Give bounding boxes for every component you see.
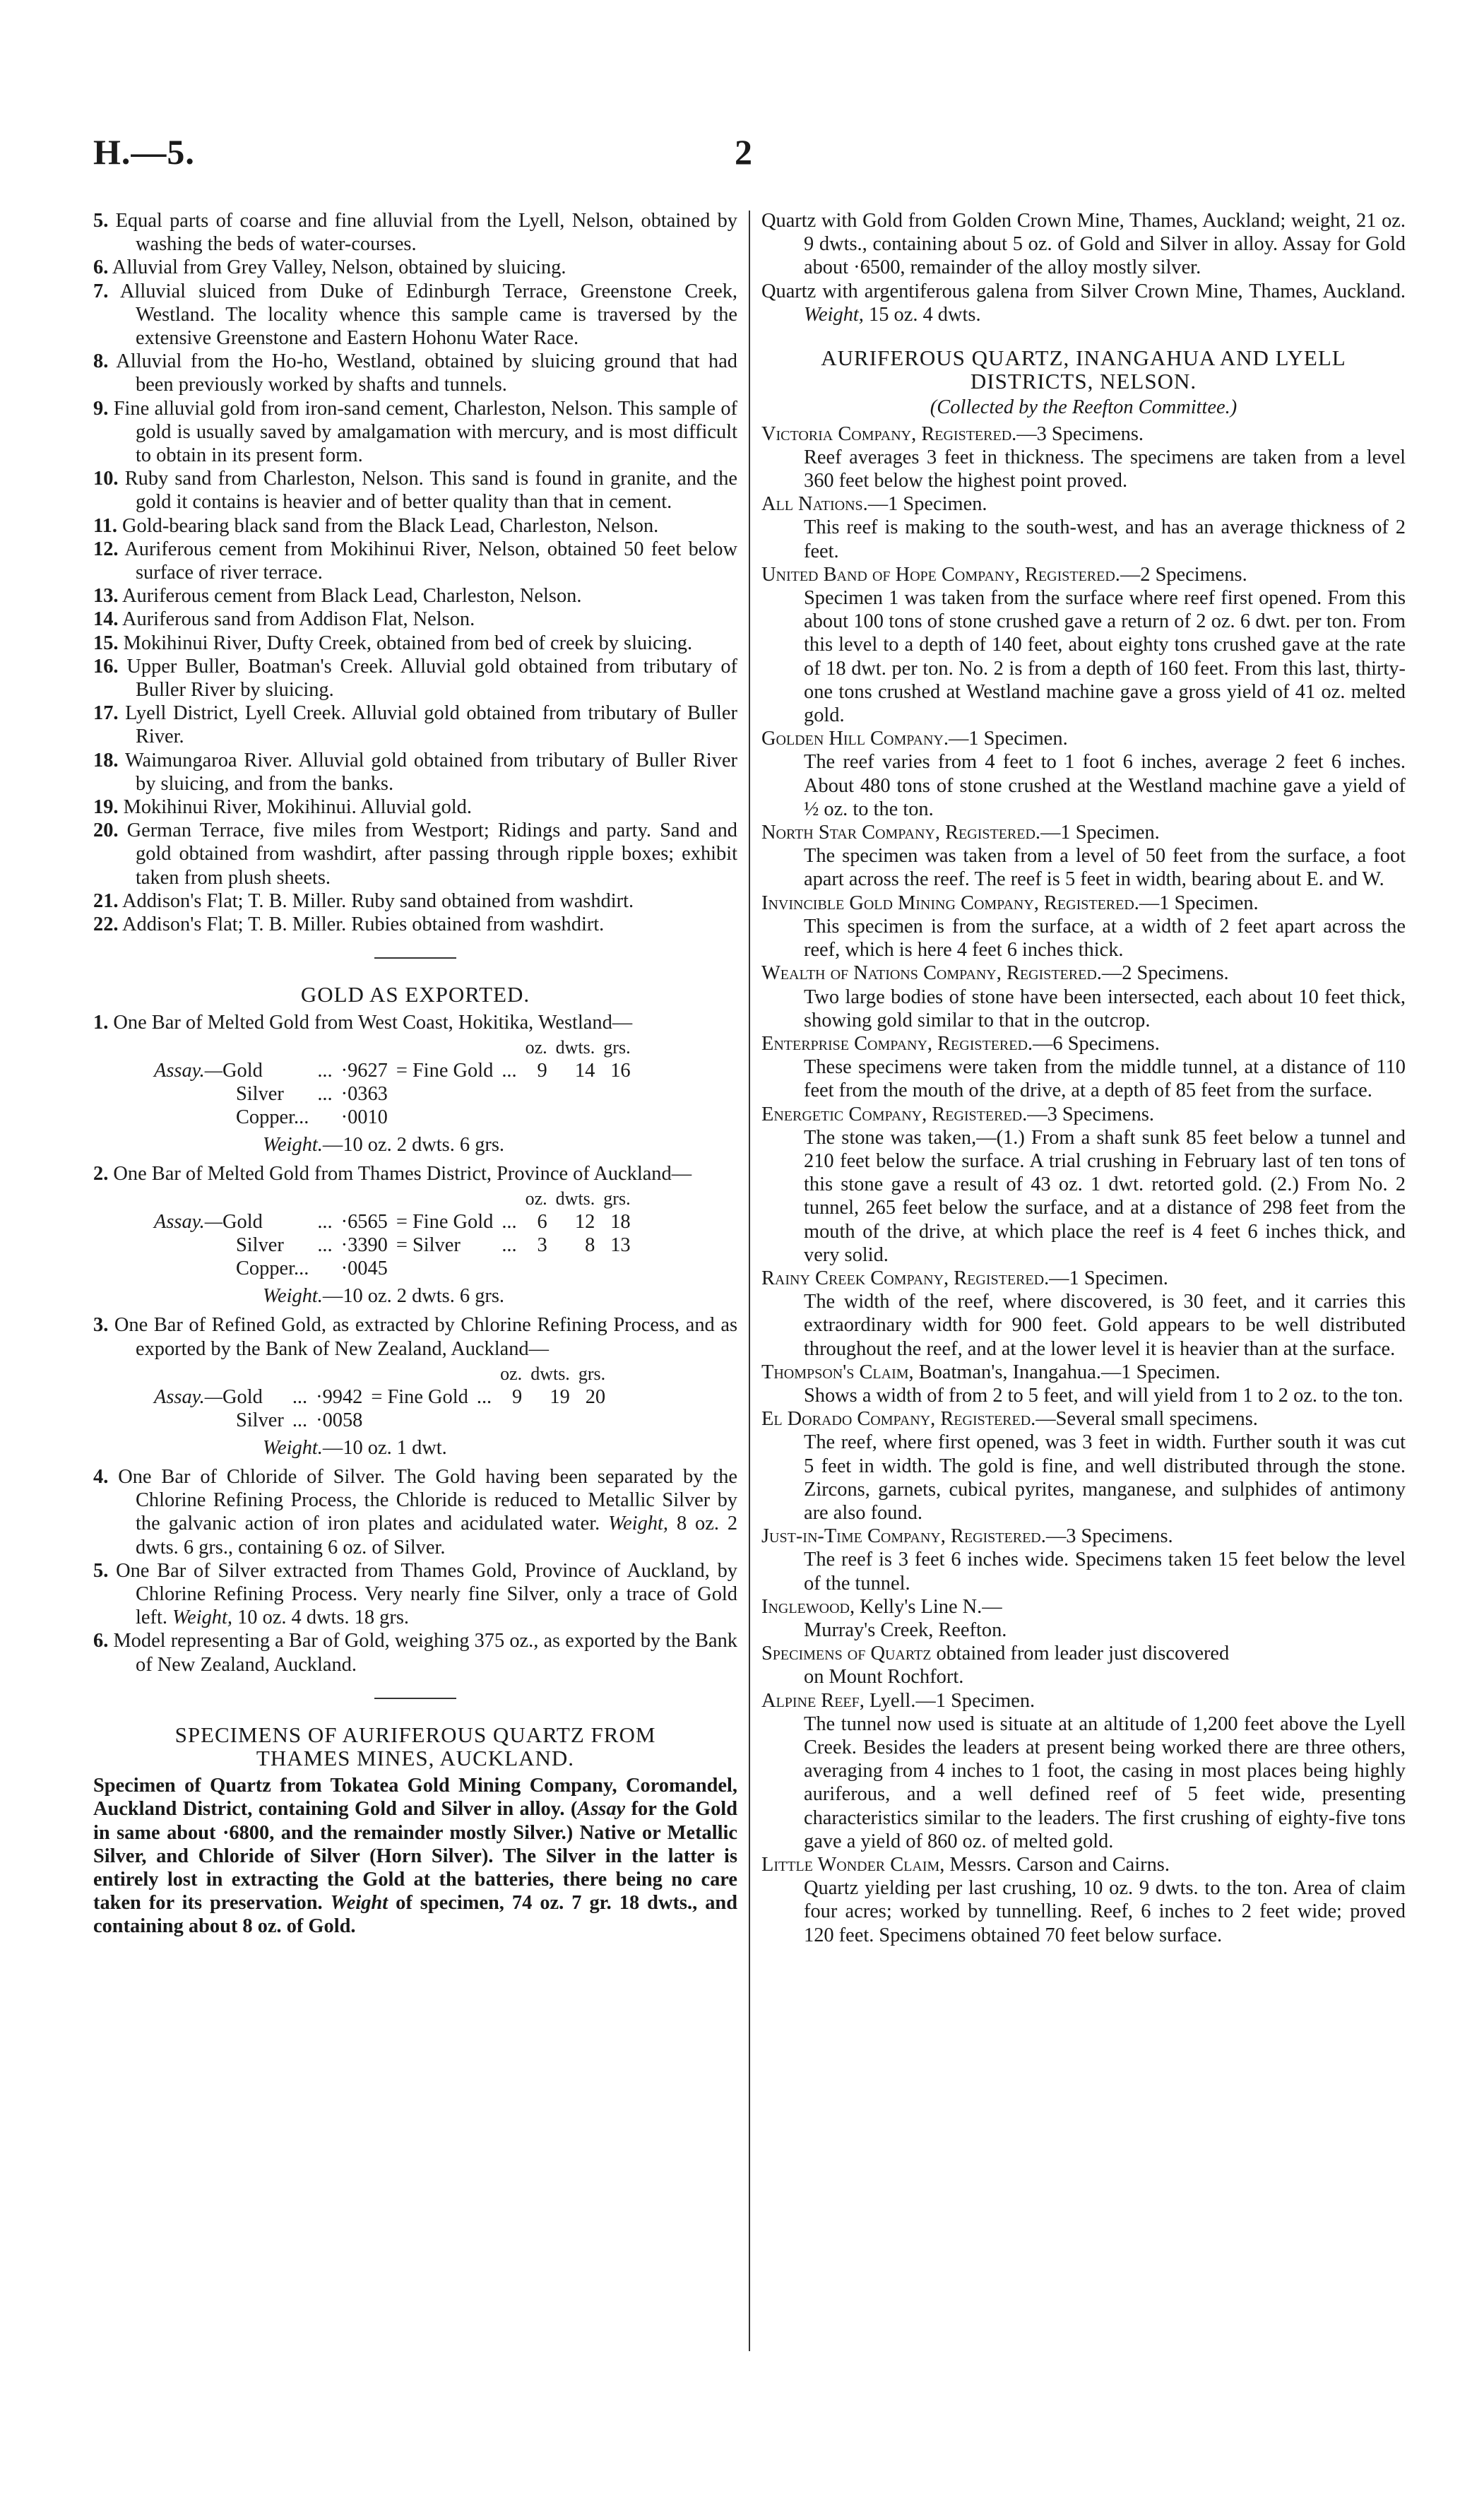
dots	[313, 1106, 336, 1129]
assay-label	[150, 1059, 313, 1082]
item-text: Auriferous sand from Addison Flat, Nelson.	[122, 608, 475, 631]
item-number: 20.	[93, 820, 119, 842]
item-text: One Bar of Melted Gold from Thames District, Province of Auckland—	[113, 1162, 692, 1185]
assay-label-italic: Assay.—	[154, 1211, 223, 1234]
assay-row	[150, 1234, 635, 1257]
list-item	[93, 608, 737, 631]
assay-table	[150, 1187, 635, 1280]
specimen-count: —1 Specimen.	[1139, 892, 1259, 914]
item-number: 8.	[93, 350, 109, 373]
thames-heading-2: THAMES MINES, AUCKLAND.	[256, 1745, 575, 1770]
assay-value: ·0045	[340, 1258, 388, 1280]
assay-label: Silver	[236, 1082, 284, 1105]
company-description: These specimens were taken from the middle tunnel, at a distance of 110 feet from the mouth of the drive, at a depth of 85 feet from the surface.	[804, 1056, 1406, 1102]
company-name: Wealth of Nations Company, Registered.	[761, 962, 1102, 985]
grs-value	[599, 1082, 634, 1106]
dwts-value: 8	[585, 1234, 595, 1257]
assay-label	[150, 1385, 288, 1409]
item-text: Alluvial from Grey Valley, Nelson, obtained by sluicing.	[112, 256, 566, 279]
unit-dwts: dwts.	[530, 1363, 570, 1384]
assay-units-row	[150, 1036, 635, 1059]
item-number: 5.	[93, 210, 109, 232]
list-item	[93, 749, 737, 795]
company-name: North Star Company, Registered.	[761, 822, 1041, 844]
unit-grs: grs.	[578, 1363, 606, 1384]
assay-equivalent	[392, 1082, 497, 1106]
spacer-cell	[497, 1036, 521, 1059]
company-description: The width of the reef, where discovered, is 30 feet, and it carries this extraordinary width for 900 feet. Gold appears to be well distributed throughout the reef, and at the lower level it is heavier than at the surface.	[804, 1291, 1406, 1360]
list-item	[93, 889, 737, 913]
right-column	[761, 209, 1406, 1947]
list-item	[93, 538, 737, 584]
specimen-count: —1 Specimen.	[1049, 1267, 1168, 1289]
weight-label: Weight.	[263, 1436, 323, 1459]
spacer-cell	[311, 1362, 367, 1385]
item-number: 7.	[93, 280, 109, 302]
weight-value: —10 oz. 2 dwts. 6 grs.	[322, 1285, 505, 1308]
tokatea-specimen-text: Specimen of Quartz from Tokatea Gold Mining Company, Coromandel, Auckland District, containing Gold and Silver in alloy. (Assay for the Gold in same about ·6800, and the remainder mostly Silver.) Native or Metallic Silver, and Chloride of Silver (Horn Silver). The Silver in the latter is entirely lost in extracting the Gold at the batteries, there being no care taken for its preservation. Weight of specimen, 74 oz. 7 gr. 18 dwts., and containing about 8 oz. of Gold.	[93, 1775, 737, 1938]
spacer-cell	[337, 1036, 392, 1059]
dots	[497, 1106, 521, 1129]
company-entry-heading	[761, 1267, 1406, 1290]
oz-value	[496, 1409, 526, 1432]
list-item	[93, 584, 737, 608]
company-entry-heading	[761, 1103, 1406, 1126]
bar-item-6: 6. Model representing a Bar of Gold, weighing 375 oz., as exported by the Bank of New Zealand, Auckland.	[93, 1630, 737, 1676]
section-divider	[374, 957, 456, 959]
company-entry-heading	[761, 1525, 1406, 1548]
grs-value	[599, 1257, 634, 1280]
assay-label: Silver	[236, 1234, 284, 1257]
specimen-count: —3 Specimens.	[1045, 1525, 1173, 1548]
weight-label: Weight.	[263, 1133, 323, 1156]
item-text: German Terrace, five miles from Westport; Ridings and party. Sand and gold obtained from washdirt, after passing through ripple boxes; exhibit taken from plush sheets.	[126, 820, 737, 889]
assay-row	[150, 1257, 635, 1280]
specimen-count: —2 Specimens.	[1120, 563, 1247, 586]
item-text: Mokihinui River, Dufty Creek, obtained from bed of creek by sluicing.	[123, 632, 693, 654]
item-number: 19.	[93, 796, 119, 819]
assay-label-metal: Gold	[222, 1385, 263, 1408]
bar-item	[93, 1011, 737, 1034]
spacer-cell	[150, 1362, 288, 1385]
item-text: Fine alluvial gold from iron-sand cement, Charleston, Nelson. This sample of gold is usually saved by amalgamation with mercury, and is most difficult to obtain in its present form.	[113, 397, 737, 467]
assay-value: ·0058	[316, 1409, 363, 1431]
assay-equivalent	[392, 1106, 497, 1129]
item-text: Auriferous cement from Black Lead, Charleston, Nelson.	[122, 585, 582, 608]
assay-table	[150, 1362, 610, 1432]
bar-item-5: 5. One Bar of Silver extracted from Thames Gold, Province of Auckland, by Chlorine Refining Process. Very nearly fine Silver, only a trace of Gold left. Weight, 10 oz. 4 dwts. 18 grs.	[93, 1559, 737, 1629]
company-entry-heading	[761, 962, 1406, 985]
spacer-cell	[313, 1036, 336, 1059]
assay-label: Copper...	[236, 1258, 309, 1280]
specimen-count: —6 Specimens.	[1033, 1032, 1160, 1055]
item-text: One Bar of Refined Gold, as extracted by Chlorine Refining Process, and as exported by the Bank of New Zealand, Auckland—	[114, 1314, 737, 1360]
assay-row	[150, 1210, 635, 1234]
company-entry-heading	[761, 821, 1406, 844]
company-entry-heading	[761, 492, 1406, 516]
dots: ...	[317, 1059, 333, 1082]
dots: ...	[501, 1211, 517, 1234]
dots	[497, 1082, 521, 1106]
page-number: 2	[735, 132, 753, 172]
assay-equivalent: = Silver	[396, 1234, 461, 1257]
grs-value	[574, 1409, 610, 1432]
assay-equivalent: = Fine Gold	[371, 1385, 468, 1408]
item-text: One Bar of Melted Gold from West Coast, Hokitika, Westland—	[113, 1011, 633, 1034]
specimen-count: —2 Specimens.	[1101, 962, 1229, 985]
list-item	[93, 209, 737, 256]
unit-oz: oz.	[525, 1188, 547, 1209]
item-number: 6.	[93, 256, 109, 279]
company-entry-heading	[761, 1595, 1406, 1619]
item-number: 17.	[93, 702, 119, 725]
specimen-count: —3 Specimens.	[1016, 422, 1144, 445]
item-number: 14.	[93, 608, 119, 631]
company-entry-heading	[761, 727, 1406, 750]
bar-weight	[93, 1436, 737, 1460]
spacer-cell	[150, 1187, 313, 1210]
dwts-value	[552, 1082, 600, 1106]
grs-value	[599, 1106, 634, 1129]
dots: ...	[476, 1385, 492, 1408]
alluvial-list	[93, 209, 737, 936]
spacer-cell	[392, 1036, 497, 1059]
company-name: Rainy Creek Company, Registered.	[761, 1267, 1050, 1289]
weight-label: Weight.	[263, 1285, 323, 1308]
specimen-count: —1 Specimen.	[1040, 822, 1160, 844]
assay-label: Silver	[236, 1409, 284, 1431]
item-text: Ruby sand from Charleston, Nelson. This sand is found in granite, and the gold it contains is heavier and of better quality than that in cement.	[124, 468, 737, 514]
list-item	[93, 702, 737, 748]
spacer-cell	[288, 1362, 311, 1385]
oz-value: 9	[511, 1385, 523, 1408]
grs-value: 18	[610, 1211, 631, 1234]
assay-label: Copper...	[236, 1106, 309, 1128]
company-description: on Mount Rochfort.	[804, 1666, 964, 1688]
reefton-committee-note: (Collected by the Reefton Committee.)	[930, 396, 1238, 419]
oz-value: 6	[537, 1211, 547, 1234]
assay-value: ·0363	[340, 1082, 388, 1105]
bar-weight	[93, 1284, 737, 1308]
item-number: 2.	[93, 1162, 109, 1185]
unit-dwts: dwts.	[555, 1036, 595, 1058]
assay-row	[150, 1082, 635, 1106]
unit-grs: grs.	[603, 1036, 631, 1058]
assay-value: ·9627	[340, 1059, 388, 1082]
spacer-cell	[313, 1187, 336, 1210]
spacer-cell	[367, 1362, 472, 1385]
assay-units-row	[150, 1187, 635, 1210]
company-description: Shows a width of from 2 to 5 feet, and will yield from 1 to 2 oz. to the ton.	[804, 1384, 1403, 1407]
company-description: Two large bodies of stone have been intersected, each about 10 feet thick, showing gold similar to that in the outcrop.	[804, 986, 1406, 1031]
bar-item	[93, 1313, 737, 1360]
assay-equivalent: = Fine Gold	[396, 1059, 494, 1082]
assay-label-metal: Gold	[222, 1211, 263, 1234]
spacer-cell	[473, 1362, 496, 1385]
silver-crown-specimen: Quartz with argentiferous galena from Silver Crown Mine, Thames, Auckland. Weight, 15 oz. 4 dwts.	[761, 280, 1406, 326]
list-item	[93, 397, 737, 468]
company-description: Specimen 1 was taken from the surface where reef first opened. From this about 100 tons of stone crushed gave a return of 2 oz. 6 dwt. per ton. From this level to a depth of 140 feet, about eighty tons crushed gave at the rate of 18 dwt. per ton. No. 2 is from a depth of 160 feet. From this last, thirty-one tons crushed at Westland machine gave a gross yield of 41 oz. melted gold.	[804, 587, 1406, 727]
company-entry-heading	[761, 563, 1406, 586]
dwts-value: 14	[574, 1059, 595, 1082]
item-number: 21.	[93, 889, 119, 912]
company-name: United Band of Hope Company, Registered.	[761, 563, 1120, 586]
weight-value: —10 oz. 1 dwt.	[322, 1436, 447, 1459]
company-name: Energetic Company, Registered.	[761, 1103, 1028, 1125]
company-entry-heading	[761, 892, 1406, 915]
assay-label	[150, 1210, 313, 1234]
item-number: 22.	[93, 913, 119, 936]
item-text: Upper Buller, Boatman's Creek. Alluvial gold obtained from tributary of Buller River by sluicing.	[126, 655, 738, 702]
company-name: El Dorado Company, Registered.	[761, 1408, 1036, 1431]
dots	[313, 1257, 336, 1280]
specimen-count: Lyell.—1 Specimen.	[864, 1689, 1035, 1712]
dots: ...	[501, 1234, 517, 1257]
assay-equivalent	[367, 1409, 472, 1432]
inangahua-heading-1: AURIFEROUS QUARTZ, INANGAHUA AND LYELL	[821, 345, 1346, 371]
assay-value: ·6565	[340, 1211, 388, 1234]
company-name: All Nations.	[761, 493, 868, 516]
dots: ...	[317, 1211, 333, 1234]
grs-value: 16	[610, 1059, 631, 1082]
assay-label-italic: Assay.—	[154, 1385, 223, 1408]
item-text: Mokihinui River, Mokihinui. Alluvial gold.	[123, 796, 472, 819]
list-item	[93, 467, 737, 514]
item-text: Gold-bearing black sand from the Black Lead, Charleston, Nelson.	[122, 514, 659, 537]
company-description: The tunnel now used is situate at an altitude of 1,200 feet above the Lyell Creek. Besides the leaders at present being worked there are three others, averaging from 4 inches to 1 foot, the casing in most places being highly auriferous, and a well defined reef of 5 feet wide, presenting characteristics similar to the leaders. The first crushing of eighty-five tons gave a yield of 860 oz. of melted gold.	[804, 1712, 1406, 1852]
company-name: Inglewood,	[761, 1595, 855, 1618]
company-name: Specimens of Quartz	[761, 1643, 932, 1665]
specimen-count: —3 Specimens.	[1027, 1103, 1154, 1125]
assay-value: ·9942	[316, 1385, 363, 1408]
oz-value	[521, 1106, 552, 1129]
unit-oz: oz.	[500, 1363, 523, 1384]
oz-value: 9	[537, 1059, 547, 1082]
dots: ...	[317, 1082, 333, 1105]
oz-value	[521, 1082, 552, 1106]
item-text: Addison's Flat; T. B. Miller. Rubies obtained from washdirt.	[122, 913, 605, 936]
list-item	[93, 913, 737, 936]
assay-units-row	[150, 1362, 610, 1385]
unit-dwts: dwts.	[555, 1188, 595, 1209]
company-name: Just-in-Time Company, Registered.	[761, 1525, 1046, 1548]
item-number: 16.	[93, 655, 119, 678]
weight-value: —10 oz. 2 dwts. 6 grs.	[322, 1133, 505, 1156]
assay-label-metal: Gold	[222, 1059, 263, 1082]
list-item	[93, 795, 737, 819]
specimen-count: —Several small specimens.	[1035, 1408, 1258, 1431]
golden-crown-specimen: Quartz with Gold from Golden Crown Mine, Thames, Auckland; weight, 21 oz. 9 dwts., containing about 5 oz. of Gold and Silver in alloy. Assay for Gold about ·6500, remainder of the alloy mostly silver.	[761, 210, 1406, 279]
grs-value: 20	[585, 1385, 606, 1408]
list-item	[93, 256, 737, 279]
item-text: Auriferous cement from Mokihinui River, Nelson, obtained 50 feet below surface of river terrace.	[124, 538, 737, 584]
company-description: The reef is 3 feet 6 inches wide. Specimens taken 15 feet below the level of the tunnel.	[804, 1549, 1406, 1595]
specimen-count: obtained from leader just discovered	[931, 1643, 1230, 1665]
company-name: Thompson's Claim,	[761, 1361, 914, 1383]
spacer-cell	[497, 1187, 521, 1210]
gold-bars-list	[93, 1011, 737, 1460]
left-column	[93, 209, 737, 1939]
list-item	[93, 514, 737, 538]
company-description: This specimen is from the surface, at a width of 2 feet apart across the reef, which is here 4 feet 6 inches thick.	[804, 915, 1406, 962]
thames-heading-1: SPECIMENS OF AURIFEROUS QUARTZ FROM	[174, 1722, 656, 1747]
assay-row	[150, 1059, 635, 1082]
dots	[473, 1409, 496, 1432]
specimen-count: Kelly's Line N.—	[855, 1595, 1002, 1618]
dots: ...	[317, 1234, 333, 1257]
section-divider	[374, 1698, 456, 1699]
dots: ...	[292, 1409, 308, 1431]
item-text: Equal parts of coarse and fine alluvial from the Lyell, Nelson, obtained by washing the beds of water-courses.	[115, 210, 737, 256]
item-text: Waimungaroa River. Alluvial gold obtained from tributary of Buller River by sluicing, and from the banks.	[124, 749, 737, 795]
specimen-count: —1 Specimen.	[948, 728, 1068, 750]
assay-value: ·3390	[340, 1234, 388, 1257]
item-number: 9.	[93, 397, 109, 420]
gold-exported-heading: GOLD AS EXPORTED.	[300, 982, 530, 1007]
dots: ...	[292, 1385, 308, 1408]
assay-equivalent: = Fine Gold	[396, 1211, 494, 1234]
company-description: Murray's Creek, Reefton.	[804, 1619, 1007, 1641]
company-description: Reef averages 3 feet in thickness. The specimens are taken from a level 360 feet below the highest point proved.	[804, 446, 1406, 492]
grs-value: 13	[610, 1234, 631, 1257]
company-entry-heading	[761, 1407, 1406, 1431]
item-number: 12.	[93, 538, 119, 560]
list-item	[93, 655, 737, 702]
oz-value: 3	[537, 1234, 547, 1257]
list-item	[93, 280, 737, 350]
assay-equivalent	[392, 1257, 497, 1280]
bar-item	[93, 1162, 737, 1185]
item-text: Alluvial sluiced from Duke of Edinburgh Terrace, Greenstone Creek, Westland. The locality whence this sample came is traversed by the extensive Greenstone and Eastern Hohonu Water Race.	[119, 280, 737, 350]
assay-table	[150, 1036, 635, 1129]
company-name: Little Wonder Claim,	[761, 1854, 945, 1876]
item-number: 11.	[93, 514, 117, 537]
company-name: Alpine Reef,	[761, 1689, 865, 1712]
dwts-value: 12	[574, 1211, 595, 1234]
company-description: The stone was taken,—(1.) From a shaft sunk 85 feet below a tunnel and 210 feet below the surface. A trial crushing in February last of ten tons of this stone gave a result of 43 oz. 1 dwt. retorted gold. (2.) From No. 2 tunnel, 265 feet below the surface, and at a distance of 298 feet from the mouth of the drive, at which place the reef is 4 feet 6 inches thick, and very solid.	[804, 1126, 1406, 1266]
item-number: 18.	[93, 749, 119, 771]
dots: ...	[501, 1059, 517, 1082]
inangahua-heading-2: DISTRICTS, NELSON.	[970, 369, 1197, 394]
item-number: 3.	[93, 1314, 109, 1337]
bar-weight	[93, 1133, 737, 1157]
company-description: The reef varies from 4 feet to 1 foot 6 inches, average 2 feet 6 inches. About 480 tons of stone crushed at the Westland machine gave a yield of ½ oz. to the ton.	[804, 751, 1406, 820]
company-entry-heading	[761, 422, 1406, 446]
bar-item-4: 4. One Bar of Chloride of Silver. The Gold having been separated by the Chlorine Refining Process, the Chloride is reduced to Metallic Silver by the galvanic action of iron plates and acidulated water. Weight, 8 oz. 2 dwts. 6 grs., containing 6 oz. of Silver.	[93, 1465, 738, 1558]
list-item	[93, 350, 737, 396]
assay-row	[150, 1106, 635, 1129]
dwts-value: 19	[550, 1385, 570, 1408]
page-header-series: H.—5.	[93, 132, 195, 172]
unit-oz: oz.	[525, 1036, 547, 1058]
item-text: Addison's Flat; T. B. Miller. Ruby sand obtained from washdirt.	[122, 889, 634, 912]
company-name: Victoria Company, Registered.	[761, 422, 1017, 445]
spacer-cell	[392, 1187, 497, 1210]
dwts-value	[526, 1409, 574, 1432]
assay-row	[150, 1385, 610, 1409]
company-entry-heading	[761, 1853, 1406, 1876]
company-name: Golden Hill Company.	[761, 728, 949, 750]
specimen-count: Messrs. Carson and Cairns.	[944, 1854, 1170, 1876]
unit-grs: grs.	[603, 1188, 631, 1209]
dwts-value	[552, 1257, 600, 1280]
dots	[497, 1257, 521, 1280]
company-description: The specimen was taken from a level of 50 feet from the surface, a foot apart across the reef. The reef is 5 feet in width, bearing about E. and W.	[804, 845, 1406, 891]
assay-row	[150, 1409, 610, 1432]
item-number: 1.	[93, 1011, 109, 1034]
assay-value: ·0010	[340, 1106, 388, 1128]
item-text: Alluvial from the Ho-ho, Westland, obtained by sluicing ground that had been previously worked by shafts and tunnels.	[116, 350, 738, 396]
dwts-value	[552, 1106, 600, 1129]
specimen-count: —1 Specimen.	[867, 493, 987, 516]
item-number: 15.	[93, 632, 119, 654]
company-entry-heading	[761, 1689, 1406, 1712]
column-divider	[749, 211, 750, 2351]
company-entry-heading	[761, 1642, 1406, 1665]
item-number: 10.	[93, 468, 119, 490]
spacer-cell	[337, 1187, 392, 1210]
list-item	[93, 819, 737, 889]
company-description: The reef, where first opened, was 3 feet in width. Further south it was cut 5 feet in width. The gold is fine, and well distributed through the stone. Zircons, garnets, cubical pyrites, manganese, and sulphides of antimony are also found.	[804, 1431, 1406, 1524]
item-text: Lyell District, Lyell Creek. Alluvial gold obtained from tributary of Buller River.	[125, 702, 737, 748]
company-entry-heading	[761, 1032, 1406, 1055]
assay-label-italic: Assay.—	[154, 1059, 223, 1082]
company-name: Invincible Gold Mining Company, Registered.	[761, 892, 1139, 914]
company-entry-heading	[761, 1361, 1406, 1384]
spacer-cell	[150, 1036, 313, 1059]
company-entries	[761, 422, 1406, 1947]
oz-value	[521, 1257, 552, 1280]
company-name: Enterprise Company, Registered.	[761, 1032, 1033, 1055]
list-item	[93, 632, 737, 655]
company-description: This reef is making to the south-west, and has an average thickness of 2 feet.	[804, 516, 1406, 562]
specimen-count: Boatman's, Inangahua.—1 Specimen.	[913, 1361, 1221, 1383]
item-number: 13.	[93, 585, 119, 608]
company-description: Quartz yielding per last crushing, 10 oz. 9 dwts. to the ton. Area of claim four acres; worked by tunnelling. Reef, 6 inches to 2 feet wide; proved 120 feet. Specimens obtained 70 feet below surface.	[804, 1877, 1406, 1946]
